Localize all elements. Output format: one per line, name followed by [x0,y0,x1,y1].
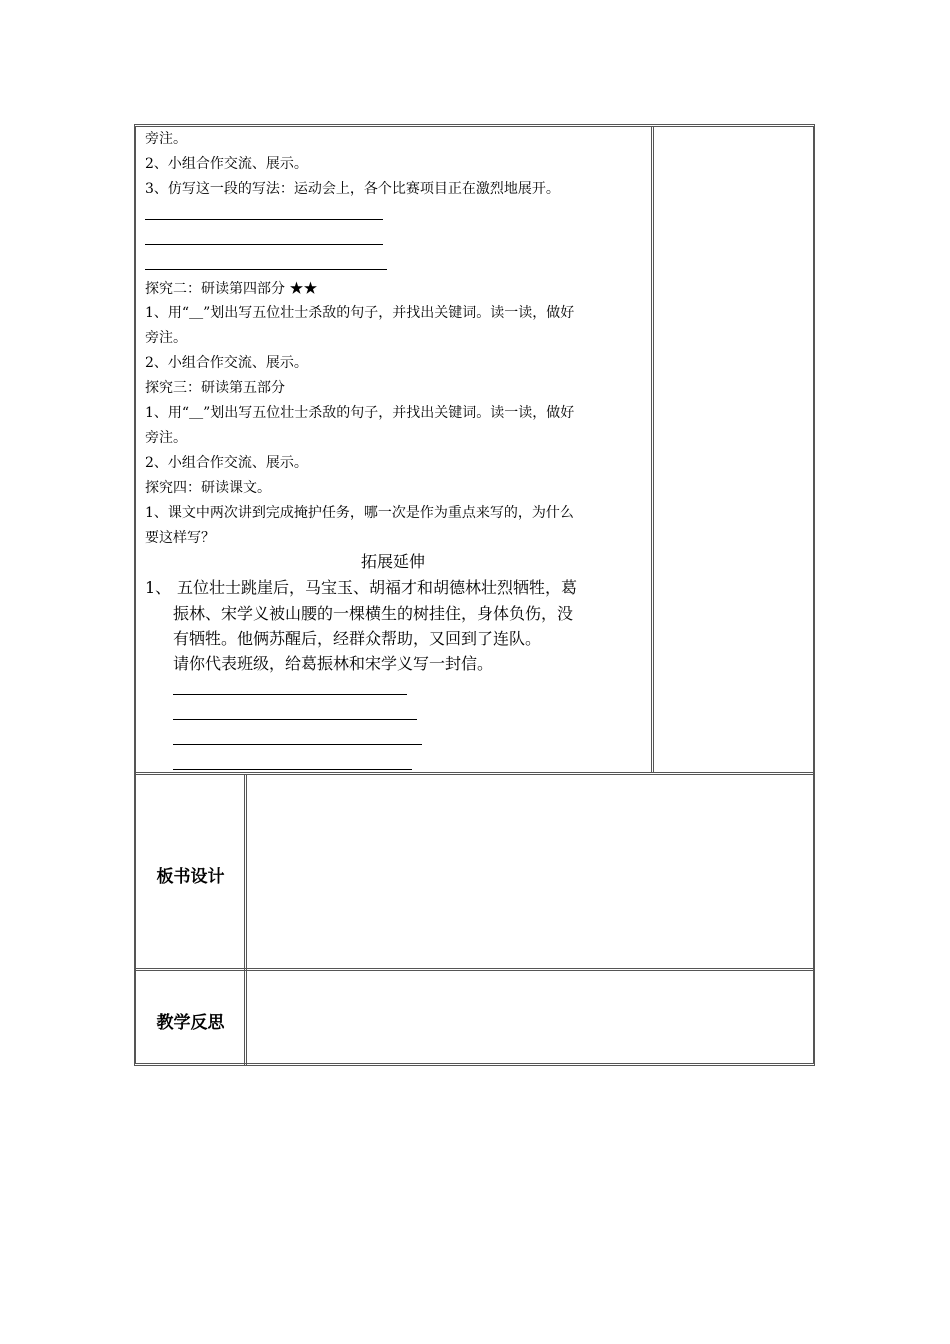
text-line: 2、小组合作交流、展示。 [145,355,308,371]
row-divider [134,968,815,971]
text-line: 3、仿写这一段的写法：运动会上，各个比赛项目正在激烈地展开。 [145,181,560,197]
text-line: 旁注。 [145,330,187,346]
text-line: 2、小组合作交流、展示。 [145,156,308,172]
text-line: 旁注。 [145,430,187,446]
text-line: 旁注。 [145,131,187,147]
text-line: 1、用“＿”划出写五位壮士杀敌的句子，并找出关键词。读一读，做好 [145,305,575,321]
answer-blank-line[interactable] [173,719,417,720]
text-line: 要这样写？ [145,530,215,546]
section-heading: 探究三：研读第五部分 [145,380,285,396]
extension-number: 1、 [145,578,172,597]
answer-blank-line[interactable] [173,744,422,745]
answer-blank-line[interactable] [173,769,412,770]
section-heading: 探究二：研读第四部分 ★★ [145,281,318,297]
answer-blank-line[interactable] [145,219,383,220]
extension-text: 有牺牲。他俩苏醒后，经群众帮助，又回到了连队。 [173,629,542,648]
lesson-content-cell [134,127,652,773]
answer-blank-line[interactable] [145,244,383,245]
extension-title: 拓展延伸 [360,552,425,571]
board-design-label: 板书设计 [156,867,225,887]
text-line: 2、小组合作交流、展示。 [145,455,308,471]
text-line: 1、课文中两次讲到完成掩护任务，哪一次是作为重点来写的，为什么 [145,505,574,521]
text-line: 1、用“＿”划出写五位壮士杀敌的句子，并找出关键词。读一读，做好 [145,405,575,421]
extension-text: 五位壮士跳崖后，马宝玉、胡福才和胡德林壮烈牺牲，葛 [177,578,578,597]
answer-blank-line[interactable] [145,269,387,270]
extension-text: 振林、宋学义被山腰的一棵横生的树挂住，身体负伤，没 [173,604,574,623]
answer-blank-line[interactable] [173,694,407,695]
teaching-reflection-label: 教学反思 [156,1013,225,1033]
extension-text: 请你代表班级，给葛振林和宋学义写一封信。 [173,654,494,673]
label-column-divider [244,775,247,1066]
section-heading: 探究四：研读课文。 [145,480,271,496]
